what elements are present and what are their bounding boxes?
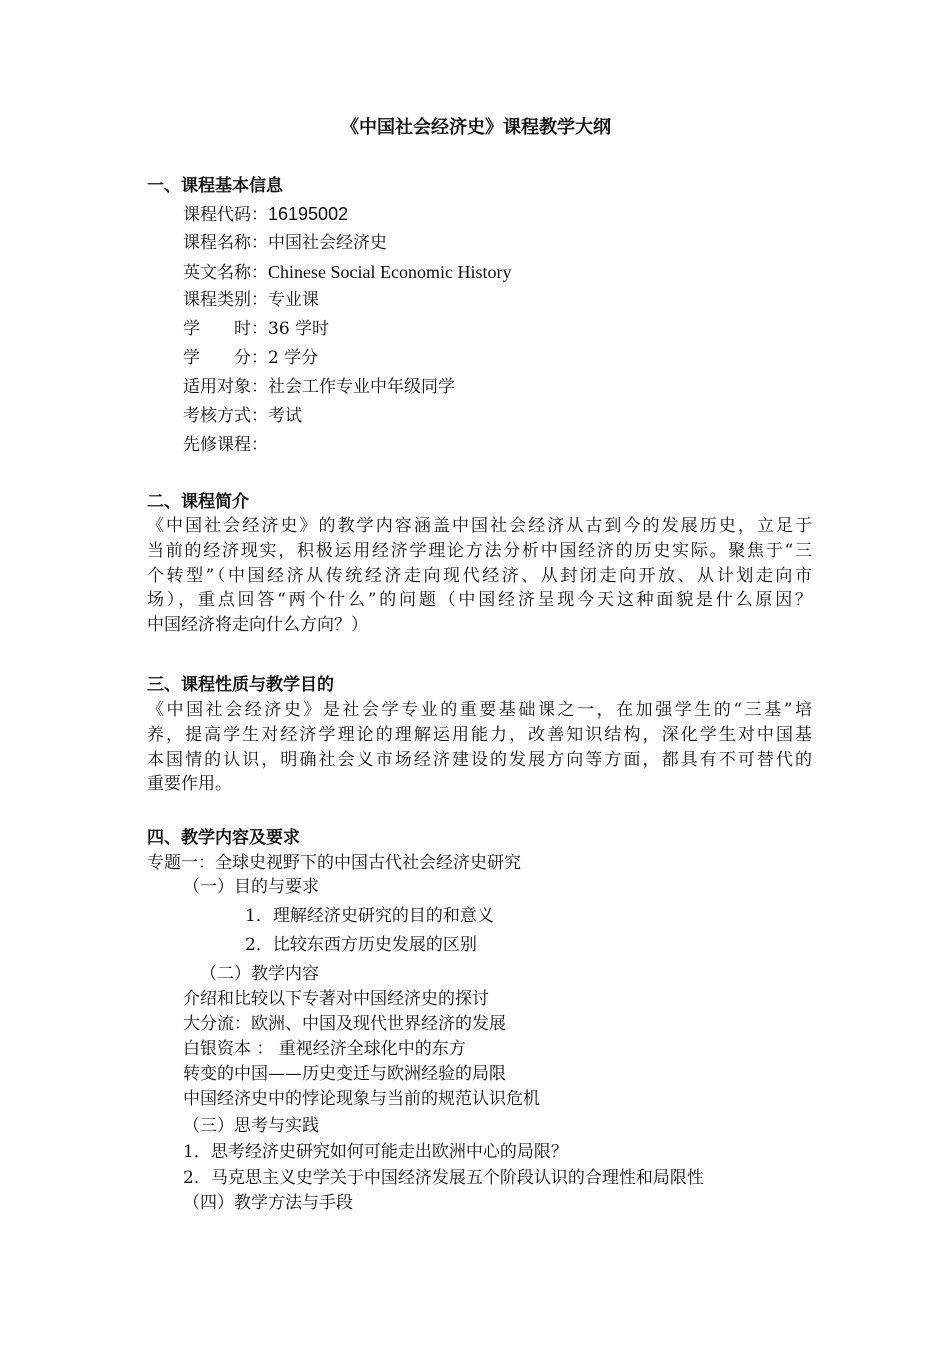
content-item: 中国经济史中的悖论现象与当前的规范认识危机 xyxy=(183,1089,540,1109)
document-title: 《中国社会经济史》课程教学大纲 xyxy=(341,117,611,138)
intro-paragraph xyxy=(147,514,812,638)
subsection-content: （二）教学内容 xyxy=(200,964,319,984)
content-item: 介绍和比较以下专著对中国经济史的探讨 xyxy=(183,989,489,1009)
section-heading-intro: 二、课程简介 xyxy=(147,492,249,512)
info-row-english-name xyxy=(183,261,511,284)
info-value: 36 学时 xyxy=(268,319,330,339)
info-row-name xyxy=(183,232,387,254)
practice-item: 2．马克思主义史学关于中国经济发展五个阶段认识的合理性和局限性 xyxy=(183,1168,704,1188)
paragraph-line: 个转型”（中国经济从传统经济走向现代经济、从封闭走向开放、从计划走向市 xyxy=(147,565,812,586)
info-label: 学 分： xyxy=(183,348,268,368)
subsection-practice: （三）思考与实践 xyxy=(183,1116,319,1136)
info-label: 先修课程： xyxy=(183,435,268,455)
info-label: 课程名称： xyxy=(183,233,268,253)
info-row-target xyxy=(183,376,455,398)
info-label: 适用对象： xyxy=(183,377,268,397)
section-heading-basic-info: 一、课程基本信息 xyxy=(147,176,283,196)
nature-paragraph xyxy=(147,698,812,797)
paragraph-line: 场），重点回答“两个什么”的问题（中国经济呈现今天这种面貌是什么原因？ xyxy=(147,590,812,611)
info-value: 2 学分 xyxy=(268,348,319,368)
section-heading-content: 四、教学内容及要求 xyxy=(147,828,300,848)
content-item: 转变的中国——历史变迁与欧洲经验的局限 xyxy=(183,1064,506,1084)
paragraph-line: 中国经济将走向什么方向？） xyxy=(147,615,368,636)
subsection-goals: （一）目的与要求 xyxy=(183,877,319,897)
info-value: 16195002 xyxy=(268,204,349,224)
info-row-code xyxy=(183,203,348,226)
info-value: 中国社会经济史 xyxy=(268,233,387,253)
info-row-prerequisites xyxy=(183,434,268,456)
paragraph-line: 《中国社会经济史》的教学内容涵盖中国社会经济从古到今的发展历史，立足于 xyxy=(147,516,812,536)
content-item: 大分流：欧洲、中国及现代世界经济的发展 xyxy=(183,1014,506,1034)
info-value: 社会工作专业中年级同学 xyxy=(268,377,455,397)
goal-item: 2．比较东西方历史发展的区别 xyxy=(245,935,477,955)
info-row-exam xyxy=(183,405,302,427)
info-value: Chinese Social Economic History xyxy=(268,262,512,282)
goal-item: 1．理解经济史研究的目的和意义 xyxy=(245,906,494,926)
info-label: 课程类别： xyxy=(183,290,268,310)
paragraph-line: 养，提高学生对经济学理论的理解运用能力，改善知识结构，深化学生对中国基 xyxy=(147,724,812,745)
paragraph-line: 本国情的认识，明确社会义市场经济建设的发展方向等方面，都具有不可替代的 xyxy=(147,749,812,770)
info-value: 考试 xyxy=(268,406,302,426)
info-row-type xyxy=(183,289,319,311)
info-row-credits xyxy=(183,347,318,369)
info-label: 英文名称： xyxy=(183,263,268,283)
info-label: 课程代码： xyxy=(183,205,268,225)
info-row-hours xyxy=(183,318,329,340)
info-value: 专业课 xyxy=(268,290,319,310)
subsection-methods: （四）教学方法与手段 xyxy=(183,1193,353,1213)
paragraph-line: 《中国社会经济史》是社会学专业的重要基础课之一，在加强学生的“三基”培 xyxy=(147,700,812,720)
info-label: 考核方式： xyxy=(183,406,268,426)
info-label: 学 时： xyxy=(183,319,268,339)
content-item: 白银资本 ： 重视经济全球化中的东方 xyxy=(183,1039,466,1059)
section-heading-nature: 三、课程性质与教学目的 xyxy=(147,675,334,695)
practice-item: 1．思考经济史研究如何可能走出欧洲中心的局限？ xyxy=(183,1142,568,1162)
paragraph-line: 当前的经济现实，积极运用经济学理论方法分析中国经济的历史实际。聚焦于“三 xyxy=(147,540,812,561)
topic-title: 专题一：全球史视野下的中国古代社会经济史研究 xyxy=(147,853,521,873)
paragraph-line: 重要作用。 xyxy=(147,774,232,795)
